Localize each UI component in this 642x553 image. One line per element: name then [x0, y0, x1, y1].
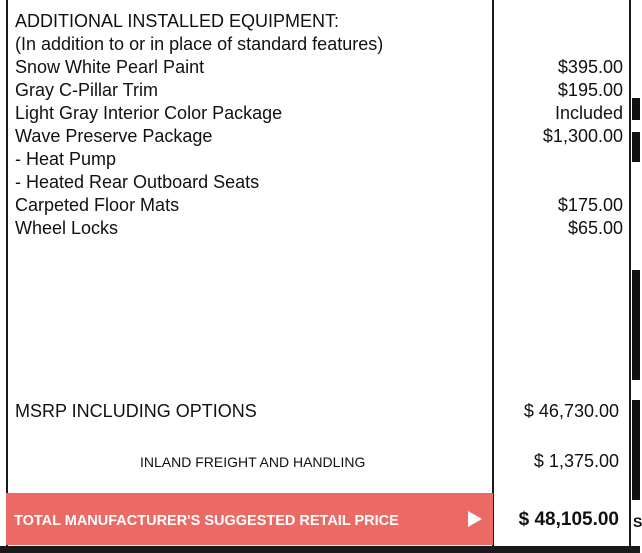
- edge-mark: [632, 132, 640, 162]
- item-label: - Heated Rear Outboard Seats: [15, 172, 260, 192]
- item-label: - Heat Pump: [15, 149, 117, 169]
- edge-mark: [632, 98, 640, 120]
- item-label: Gray C-Pillar Trim: [15, 80, 158, 100]
- item-price: $195.00: [557, 80, 623, 100]
- item-label: Wheel Locks: [15, 218, 119, 238]
- item-label: Snow White Pearl Paint: [15, 57, 205, 77]
- item-label: Wave Preserve Package: [15, 126, 213, 146]
- item-price: $395.00: [557, 57, 623, 77]
- item-price: $65.00: [567, 218, 623, 238]
- msrp-label: MSRP INCLUDING OPTIONS: [15, 401, 257, 421]
- item-price: Included: [554, 103, 623, 123]
- msrp-value: $ 46,730.00: [523, 401, 619, 421]
- item-label: Carpeted Floor Mats: [15, 195, 180, 215]
- total-value: $ 48,105.00: [518, 509, 619, 530]
- total-label: TOTAL MANUFACTURER'S SUGGESTED RETAIL PRICE: [14, 513, 399, 529]
- item-label: Light Gray Interior Color Package: [15, 103, 283, 123]
- item-price: $175.00: [557, 195, 623, 215]
- edge-text: S: [633, 514, 642, 530]
- freight-value: $ 1,375.00: [533, 451, 619, 471]
- edge-mark: [632, 400, 640, 500]
- section-subtitle: (In addition to or in place of standard features): [15, 34, 384, 54]
- item-price: $1,300.00: [542, 126, 623, 146]
- column-divider: [492, 0, 494, 546]
- section-title: ADDITIONAL INSTALLED EQUIPMENT:: [15, 11, 340, 31]
- bottom-rule: [0, 546, 640, 553]
- freight-label: INLAND FREIGHT AND HANDLING: [140, 454, 366, 470]
- arrow-right-icon: [468, 511, 482, 527]
- edge-mark: [632, 270, 640, 380]
